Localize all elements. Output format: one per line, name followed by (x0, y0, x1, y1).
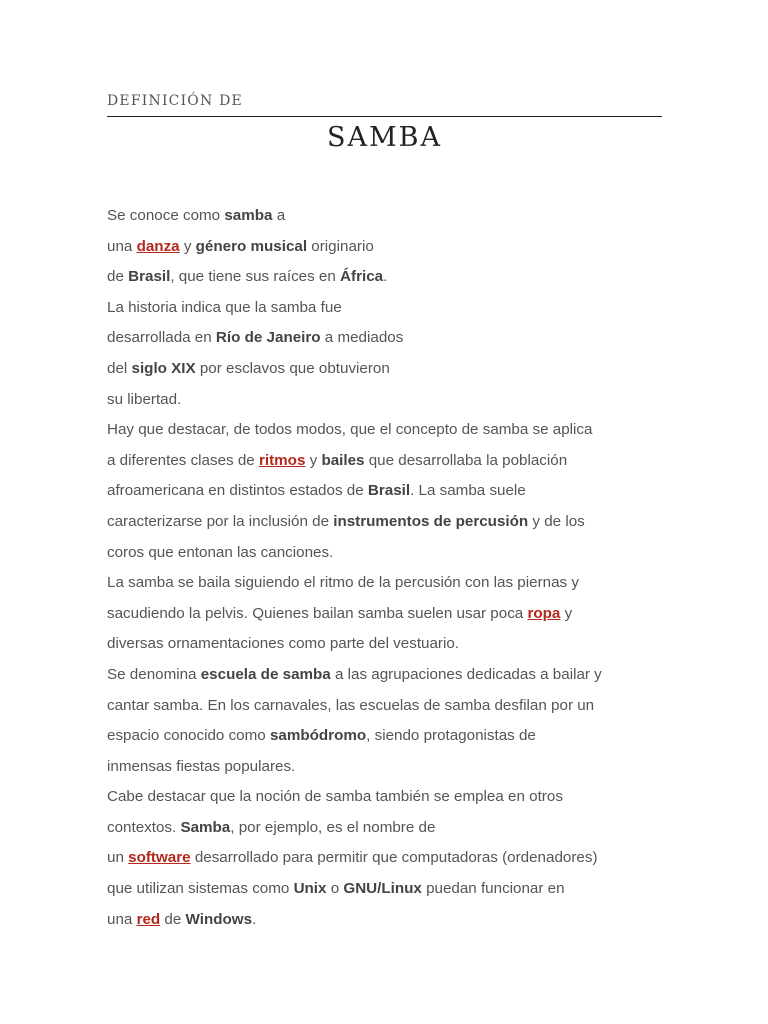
text-run: a las agrupaciones dedicadas a bailar y (330, 665, 602, 683)
text-run: , siendo protagonistas de (366, 727, 536, 745)
text-line (107, 201, 667, 232)
bold-term: género musical (195, 237, 308, 255)
text-run: un (107, 849, 129, 867)
text-run: diversas ornamentaciones como parte del vestuario. (107, 635, 460, 653)
text-run: . (252, 910, 257, 928)
text-line (107, 691, 667, 722)
bold-term: Windows (185, 910, 253, 928)
bold-term: Unix (293, 880, 327, 898)
text-run: que desarrollaba la población (364, 451, 568, 469)
page-title: SAMBA (327, 122, 442, 153)
bold-term: siglo XIX (131, 359, 196, 377)
text-run: y (305, 451, 322, 469)
text-run: . (383, 268, 388, 286)
text-run: cantar samba. En los carnavales, las escuelas de samba desfilan por un (107, 696, 595, 714)
text-run: La samba se baila siguiendo el ritmo de la percusión con las piernas y (107, 574, 579, 592)
bold-term: instrumentos de percusión (333, 512, 529, 530)
text-run: contextos. (107, 818, 181, 836)
text-run: puedan funcionar en (421, 880, 565, 898)
text-run: su libertad. (107, 390, 182, 408)
bold-term: escuela de samba (200, 665, 331, 683)
text-run: del (107, 359, 132, 377)
text-line (107, 232, 667, 263)
text-line (107, 446, 667, 477)
bold-term: sambódromo (269, 727, 367, 745)
text-line (107, 721, 667, 752)
text-line (107, 538, 667, 569)
text-run: sacudiendo la pelvis. Quienes bailan samba suelen usar poca (107, 604, 528, 622)
bold-term: GNU/Linux (343, 880, 422, 898)
text-run: una (107, 237, 137, 255)
text-line (107, 354, 667, 385)
text-run: de (107, 268, 129, 286)
text-line (107, 813, 667, 844)
text-run: Se denomina (107, 665, 201, 683)
text-run: La historia indica que la samba fue (107, 298, 342, 316)
text-line (107, 507, 667, 538)
bold-term: bailes (321, 451, 365, 469)
text-run: desarrollado para permitir que computadoras (ordenadores) (190, 849, 598, 867)
text-line (107, 262, 667, 293)
text-line (107, 476, 667, 507)
text-run: Se conoce como (107, 207, 225, 224)
text-run: de (160, 910, 186, 928)
text-run: o (326, 880, 344, 898)
header-divider (107, 116, 662, 117)
text-run: afroamericana en distintos estados de (107, 482, 368, 500)
text-run: Hay que destacar, de todos modos, que el concepto de samba se aplica (107, 421, 593, 439)
text-run: una (107, 910, 137, 928)
text-line (107, 599, 667, 630)
text-line (107, 843, 667, 874)
text-run: . La samba suele (410, 482, 526, 500)
text-run: caracterizarse por la inclusión de (107, 512, 334, 530)
text-run: a diferentes clases de (107, 451, 259, 469)
text-run: espacio conocido como (107, 727, 270, 745)
article-body (107, 201, 667, 935)
text-run: que utilizan sistemas como (107, 880, 294, 898)
bold-term: samba (224, 207, 273, 224)
ropa-link[interactable]: ropa (527, 604, 561, 622)
text-line (107, 415, 667, 446)
red-link[interactable]: red (136, 910, 161, 928)
text-line (107, 629, 667, 660)
text-line (107, 385, 667, 416)
text-run: y de los (528, 512, 585, 530)
text-line (107, 323, 667, 354)
text-run: desarrollada en (107, 329, 216, 347)
text-run: originario (307, 237, 374, 255)
text-line (107, 782, 667, 813)
ritmos-link[interactable]: ritmos (258, 451, 306, 469)
software-link[interactable]: software (128, 849, 191, 867)
bold-term: Samba (180, 818, 231, 836)
bold-term: Río de Janeiro (215, 329, 321, 347)
text-line (107, 660, 667, 691)
bold-term: África (340, 268, 384, 286)
text-run: a mediados (320, 329, 404, 347)
text-line (107, 905, 667, 936)
text-run: Cabe destacar que la noción de samba también se emplea en otros (107, 788, 563, 806)
bold-term: Brasil (128, 268, 171, 286)
text-run: inmensas fiestas populares. (107, 757, 296, 775)
bold-term: Brasil (367, 482, 411, 500)
text-line (107, 568, 667, 599)
text-run: por esclavos que obtuvieron (195, 359, 390, 377)
text-run: , que tiene sus raíces en (170, 268, 341, 286)
text-line (107, 293, 667, 324)
text-run: y (179, 237, 196, 255)
text-run: y (560, 604, 573, 622)
text-run: , por ejemplo, es el nombre de (230, 818, 436, 836)
text-line (107, 874, 667, 905)
danza-link[interactable]: danza (136, 237, 180, 255)
text-line (107, 752, 667, 783)
text-run: coros que entonan las canciones. (107, 543, 334, 561)
definition-kicker: DEFINICIÓN DE (107, 93, 243, 109)
text-run: a (272, 207, 286, 224)
